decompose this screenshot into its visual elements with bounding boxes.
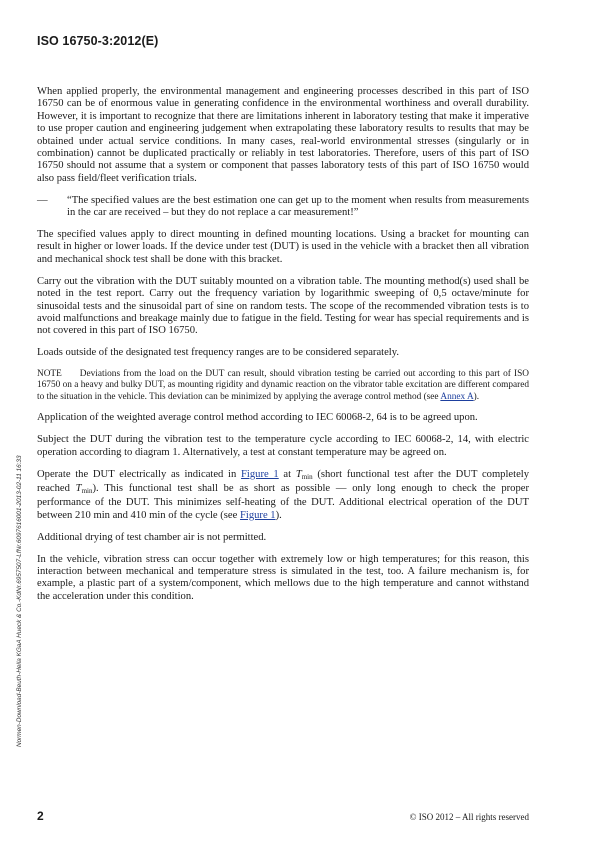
figure-1-link[interactable]: Figure 1 — [239, 509, 276, 521]
paragraph-vibration-table: Carry out the vibration with the DUT suitably mounted on a vibration table. The mounting method(s) used shall be noted in the test report. Carry out the frequency variation by logarithmic sweeping of 0,5 octave/minute for sinusoidal tests and the sinusoidal part of sine on random tests. The scope of the recommended vibration tests is to avoid malfunctions and breakage mainly due to fatigue in the field. Testing for wear has special requirements and is not covered in this part of ISO 16750. — [37, 275, 529, 337]
quote-item — [37, 195, 529, 220]
t-symbol: T — [295, 468, 302, 480]
paragraph-electrical-operation — [37, 469, 529, 523]
annex-a-link[interactable]: Annex A — [440, 391, 474, 402]
text-span: ). This functional test shall be as short as possible — only long enough to check the proper performance of the DUT. This minimizes self-heating of the DUT. Additional electrical operation of the DUT between 210 min and 410 min of the cycle (see — [37, 482, 529, 521]
note-end: ). — [473, 391, 480, 402]
list-dash: — — [37, 194, 48, 206]
min-subscript: min — [301, 472, 313, 481]
note-label: NOTE — [37, 369, 62, 380]
license-sidebar: Normen-Download-Beuth-Hella KGaA Hueck & Co.-KdNr.6957507-LfNr.6097616001-2013-02-11 16:33 — [16, 455, 23, 747]
figure-1-link[interactable]: Figure 1 — [241, 468, 279, 480]
copyright-notice: © ISO 2012 – All rights reserved — [409, 812, 529, 822]
text-span: at — [278, 468, 296, 480]
paragraph-drying: Additional drying of test chamber air is not permitted. — [37, 531, 267, 543]
paragraph-weighted-average: Application of the weighted average control method according to IEC 60068-2, 64 is to be agreed upon. — [37, 412, 478, 424]
t-symbol: T — [75, 482, 82, 494]
page-number: 2 — [37, 809, 44, 823]
document-header: ISO 16750-3:2012(E) — [37, 34, 159, 48]
text-span: Operate the DUT electrically as indicated in — [37, 468, 242, 480]
text-span: (short functional test after the DUT completely reached — [37, 468, 530, 494]
paragraph-mounting: The specified values apply to direct mounting in defined mounting locations. Using a bracket for mounting can result in higher or lower loads. If the device under test (DUT) is used in the vehicle with a bracket then all vibration and mechanical shock test shall be done with this bracket. — [37, 229, 529, 265]
text-span: ). — [275, 509, 282, 521]
quote-text: “The specified values are the best estimation one can get up to the moment when results from measurements in the car are received – but they do not replace a car measurement!” — [67, 194, 529, 219]
document-body — [37, 86, 529, 613]
paragraph-loads: Loads outside of the designated test frequency ranges are to be considered separately. — [37, 347, 400, 359]
paragraph-temperature-cycle: Subject the DUT during the vibration test to the temperature cycle according to IEC 60068-2, 14, with electric operation according to diagram 1. Alternatively, a test at constant temperature may be agreed on. — [37, 434, 529, 458]
paragraph-applicability: When applied properly, the environmental management and engineering processes described in this part of ISO 16750 can be of enormous value in generating confidence in the environmental worthiness and overall durability. However, it is important to recognize that there are limitations inherent in laboratory testing that make it imperative to use proper caution and engineering judgement when extrapolating these laboratory results to results that may be obtained under actual service conditions. In many cases, real-world environmental stresses (singularly or in combination) cannot be duplicated practically or reliably in test laboratories. Therefore, users of this part of ISO 16750 should not assume that a system or component that passes laboratory tests of this part of ISO 16750 would also pass field/fleet verification trials. — [37, 86, 529, 184]
min-subscript: min — [81, 486, 93, 495]
note-text: Deviations from the load on the DUT can result, should vibration testing be carried out according to this part of ISO 16750 on a heavy and bulky DUT, as mounting rigidity and dynamic reaction on the vibrator table excitation are different compared to the situation in the vehicle. This deviation can be minimized by applying the average control method (see — [37, 369, 529, 402]
paragraph-vehicle-interaction: In the vehicle, vibration stress can occur together with extremely low or high temperatures; for this reason, this interaction between mechanical and temperature stress is simulated in the test, too. A failure mechanism is, for example, a plastic part of a system/component, which mellows due to the high temperature and cannot withstand the acceleration under this condition. — [37, 553, 529, 602]
note-block — [37, 369, 529, 403]
